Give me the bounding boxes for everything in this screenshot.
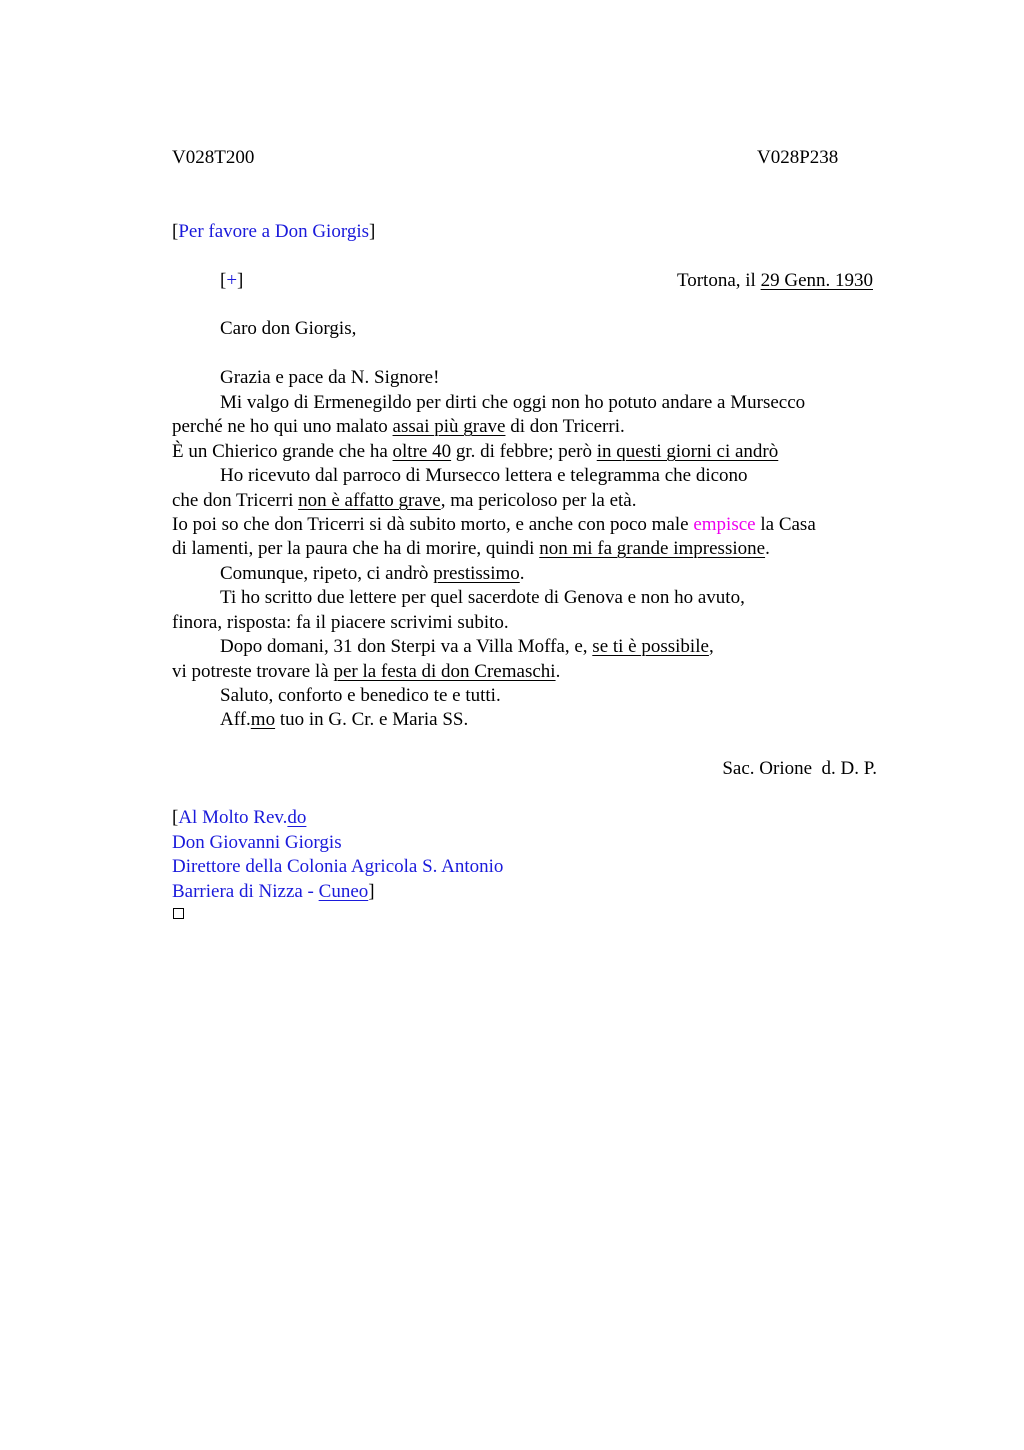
bracket-open: [ bbox=[172, 807, 179, 828]
salutation: Caro don Giorgis, bbox=[220, 318, 357, 339]
underlined-text: assai più grave bbox=[392, 416, 506, 437]
header-left-code: V028T200 bbox=[172, 147, 255, 168]
editorial-note bbox=[172, 220, 375, 244]
body-line-7: Io poi so che don Tricerri si dà subito morto, e anche con poco male empisce la Casa bbox=[172, 514, 816, 535]
dateline bbox=[677, 269, 873, 293]
body-line-8: di lamenti, per la paura che ha di morire, quindi non mi fa grande impressione. bbox=[172, 538, 770, 559]
empty-box-icon bbox=[173, 908, 184, 919]
body-line-2: Mi valgo di Ermenegildo per dirti che oggi non ho potuto andare a Mursecco bbox=[220, 392, 806, 413]
body-line-3: perché ne ho qui uno malato assai più grave di don Tricerri. bbox=[172, 416, 625, 437]
underlined-text: non mi fa grande impressione bbox=[539, 538, 766, 559]
underlined-text: prestissimo bbox=[433, 563, 520, 584]
cross-mark bbox=[220, 269, 243, 293]
body-line-1: Grazia e pace da N. Signore! bbox=[220, 367, 440, 388]
underlined-text: oltre 40 bbox=[392, 441, 452, 462]
body-line-15: Aff.mo tuo in G. Cr. e Maria SS. bbox=[220, 709, 469, 730]
body-line-4: È un Chierico grande che ha oltre 40 gr. di febbre; però in questi giorni ci andrò bbox=[172, 441, 779, 462]
underlined-text: mo bbox=[250, 709, 276, 730]
body-line-12: Dopo domani, 31 don Sterpi va a Villa Moffa, e, se ti è possibile, bbox=[220, 636, 714, 657]
body-line-5: Ho ricevuto dal parroco di Mursecco lettera e telegramma che dicono bbox=[220, 465, 748, 486]
address-line-1: [Al Molto Rev.do bbox=[172, 807, 307, 828]
bracket-open: [ bbox=[172, 221, 179, 242]
editorial-note-text: Per favore a Don Giorgis bbox=[178, 221, 369, 242]
underlined-text: Cuneo bbox=[318, 881, 369, 902]
address-line-4: Barriera di Nizza - Cuneo] bbox=[172, 881, 375, 902]
header-right-code: V028P238 bbox=[757, 147, 839, 168]
body-line-14: Saluto, conforto e benedico te e tutti. bbox=[220, 685, 501, 706]
body-line-10: Ti ho scritto due lettere per quel sacerdote di Genova e non ho avuto, bbox=[220, 587, 745, 608]
bracket-close: ] bbox=[237, 270, 244, 291]
body-line-11: finora, risposta: fa il piacere scrivimi subito. bbox=[172, 612, 509, 633]
underlined-text: non è affatto grave bbox=[298, 490, 441, 511]
dateline-place: Tortona, il bbox=[676, 270, 761, 291]
underlined-text: per la festa di don Cremaschi bbox=[333, 661, 556, 682]
cross-symbol: + bbox=[226, 270, 238, 291]
address-line-2: Don Giovanni Giorgis bbox=[172, 832, 342, 853]
address-line-3: Direttore della Colonia Agricola S. Antonio bbox=[172, 856, 504, 877]
underlined-text: in questi giorni ci andrò bbox=[596, 441, 779, 462]
signature: Sac. Orione d. D. P. bbox=[722, 758, 877, 779]
body-line-9: Comunque, ripeto, ci andrò prestissimo. bbox=[220, 563, 525, 584]
dateline-date: 29 Genn. 1930 bbox=[760, 270, 873, 291]
underlined-text: do bbox=[287, 807, 307, 828]
bracket-close: ] bbox=[369, 221, 376, 242]
underlined-text: se ti è possibile bbox=[592, 636, 709, 657]
body-line-6: che don Tricerri non è affatto grave, ma pericoloso per la età. bbox=[172, 490, 637, 511]
bracket-open: [ bbox=[220, 270, 227, 291]
bracket-close: ] bbox=[368, 881, 375, 902]
body-line-13: vi potreste trovare là per la festa di don Cremaschi. bbox=[172, 661, 561, 682]
highlighted-word: empisce bbox=[693, 514, 756, 535]
